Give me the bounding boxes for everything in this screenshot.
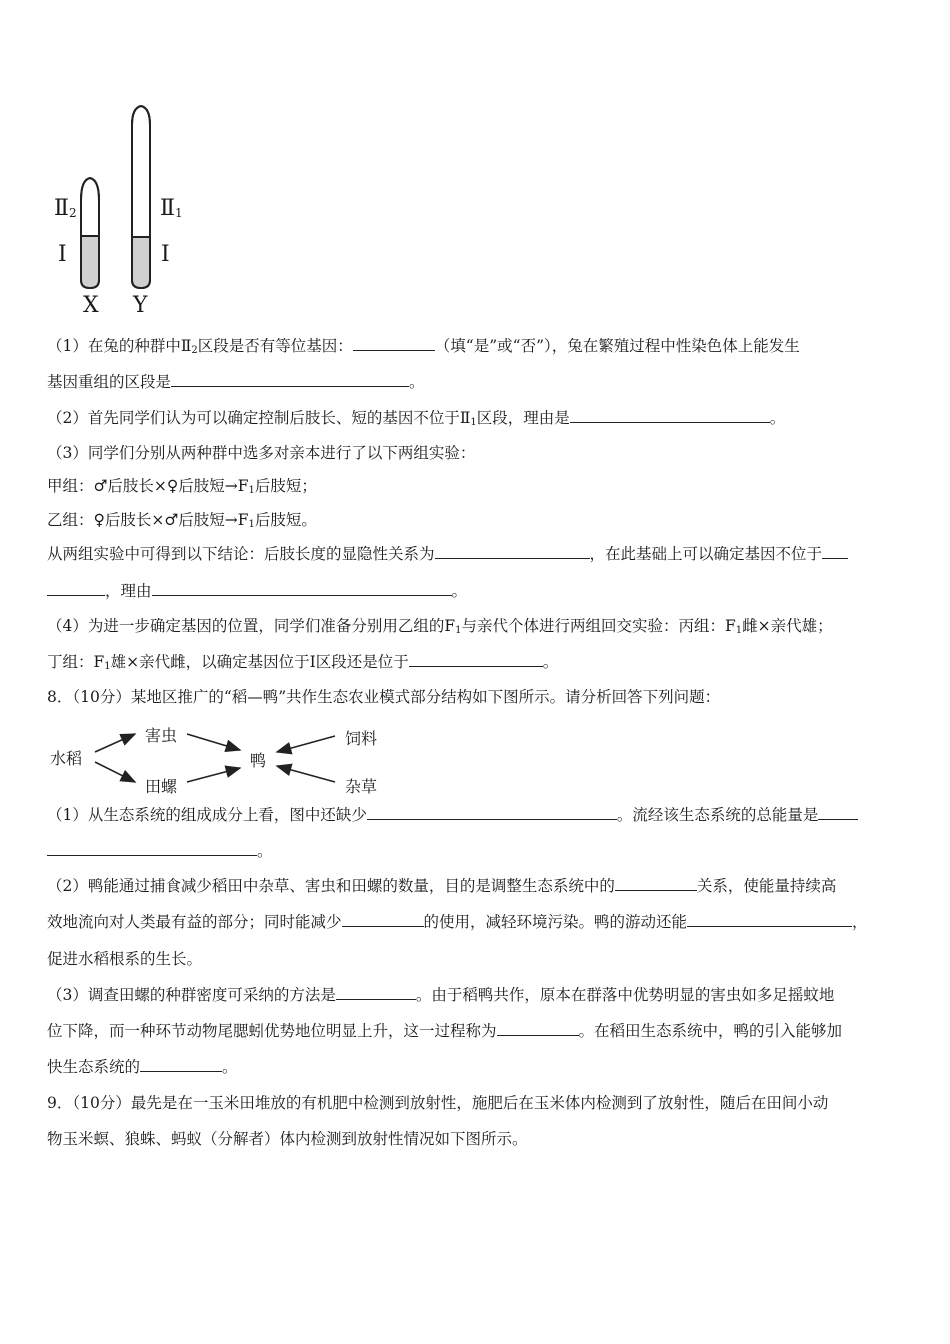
answer-blank[interactable] [687, 912, 852, 927]
node-rice: 水稻 [50, 749, 83, 768]
q8-part1-line1: （1）从生态系统的组成成分上看，图中还缺少 。流经该生态系统的总能量是 [47, 805, 858, 825]
answer-blank[interactable] [353, 336, 435, 351]
answer-blank[interactable] [171, 372, 409, 387]
node-pest: 害虫 [145, 726, 178, 745]
answer-blank[interactable] [47, 841, 257, 856]
x-label-top-sub: 2 [68, 206, 77, 220]
q7-part4-line2: 丁组：$F_1$雄×亲代雌，以确定基因位于Ⅰ区段还是位于 。 [47, 653, 559, 672]
y-label-bottom: Ⅰ [161, 242, 170, 267]
answer-blank[interactable] [818, 805, 858, 820]
answer-blank[interactable] [570, 408, 770, 423]
q8-part3-line3: 快生态系统的 。 [47, 1058, 238, 1076]
q7-group-b: 乙组：♀后肢长×♂后肢短$\to F_1$后肢短。 [47, 511, 317, 530]
food-web-arrows [45, 718, 395, 798]
node-feed: 饲料 [345, 729, 378, 748]
q7-part1-line1: （1）在兔的种群中$Ⅱ_2$区段是否有等位基因： （填“是”或“否”），兔在繁殖过程中性染色体上能发生 [47, 337, 800, 356]
answer-blank[interactable] [47, 581, 105, 596]
q8-part2-line1: （2）鸭能通过捕食减少稻田中杂草、害虫和田螺的数量，目的是调整生态系统中的 关系，使能量持续高 [47, 877, 837, 895]
answer-blank[interactable] [822, 544, 848, 559]
answer-blank[interactable] [342, 912, 424, 927]
q7-part3: （3）同学们分别从两种群中选多对亲本进行了以下两组实验： [47, 444, 476, 462]
node-weed: 杂草 [345, 777, 378, 796]
y-label-top-sub: 1 [174, 206, 183, 220]
q9-line1: 9．（10分）最先是在一玉米田堆放的有机肥中检测到放射性，施肥后在玉米体内检测到了放射性，随后在田间小动 [47, 1094, 829, 1112]
q7-conclusion-line2: ，理由 。 [47, 581, 467, 601]
x-label-top: Ⅱ2 [54, 196, 77, 221]
q8-part3-line2: 位下降，而一种环节动物尾腮蚓优势地位明显上升，这一过程称为 。在稻田生态系统中，鸭的引入能够加 [47, 1022, 843, 1040]
q7-part4-line1: （4）为进一步确定基因的位置，同学们准备分别用乙组的$F_1$与亲代个体进行两组回交实验：丙组：$F_1$雌×亲代雄； [47, 617, 833, 636]
answer-blank[interactable] [336, 985, 416, 1000]
q7-part1-line2: 基因重组的区段是 。 [47, 373, 425, 391]
q7-conclusion-line1: 从两组实验中可得到以下结论：后肢长度的显隐性关系为 ，在此基础上可以确定基因不位于 [47, 544, 848, 564]
answer-blank[interactable] [367, 805, 617, 820]
y-name: Y [133, 293, 148, 318]
chromosome-figure [40, 100, 200, 320]
q8-part2-line2: 效地流向对人类最有益的部分；同时能减少 的使用，减轻环境污染。鸭的游动还能 ， [47, 913, 868, 931]
node-duck: 鸭 [250, 751, 267, 770]
answer-blank[interactable] [497, 1021, 579, 1036]
node-snail: 田螺 [145, 777, 178, 796]
x-name: X [83, 293, 99, 318]
q7-group-a: 甲组：♂后肢长×♀后肢短$\to F_1$后肢短； [47, 477, 317, 496]
answer-blank[interactable] [140, 1057, 222, 1072]
q8-header: 8．（10分）某地区推广的“稻—鸭”共作生态农业模式部分结构如下图所示。请分析回答下列问题： [47, 688, 721, 706]
x-label-bottom: Ⅰ [58, 242, 67, 267]
answer-blank[interactable] [152, 581, 452, 596]
answer-blank[interactable] [409, 652, 543, 667]
q9-line2: 物玉米螟、狼蛛、蚂蚁（分解者）体内检测到放射性情况如下图所示。 [47, 1130, 528, 1148]
q8-part1-line2: 。 [47, 841, 273, 861]
q8-part2-line3: 促进水稻根系的生长。 [47, 950, 203, 968]
answer-blank[interactable] [435, 544, 590, 559]
y-label-top: Ⅱ1 [160, 196, 183, 221]
q7-part2: （2）首先同学们认为可以确定控制后肢长、短的基因不位于$Ⅱ_1$区段，理由是 。 [47, 409, 786, 428]
answer-blank[interactable] [615, 876, 697, 891]
q8-part3-line1: （3）调查田螺的种群密度可采纳的方法是 。由于稻鸭共作，原本在群落中优势明显的害虫如多足摇蚊地 [47, 986, 835, 1004]
food-web-diagram [45, 718, 395, 798]
